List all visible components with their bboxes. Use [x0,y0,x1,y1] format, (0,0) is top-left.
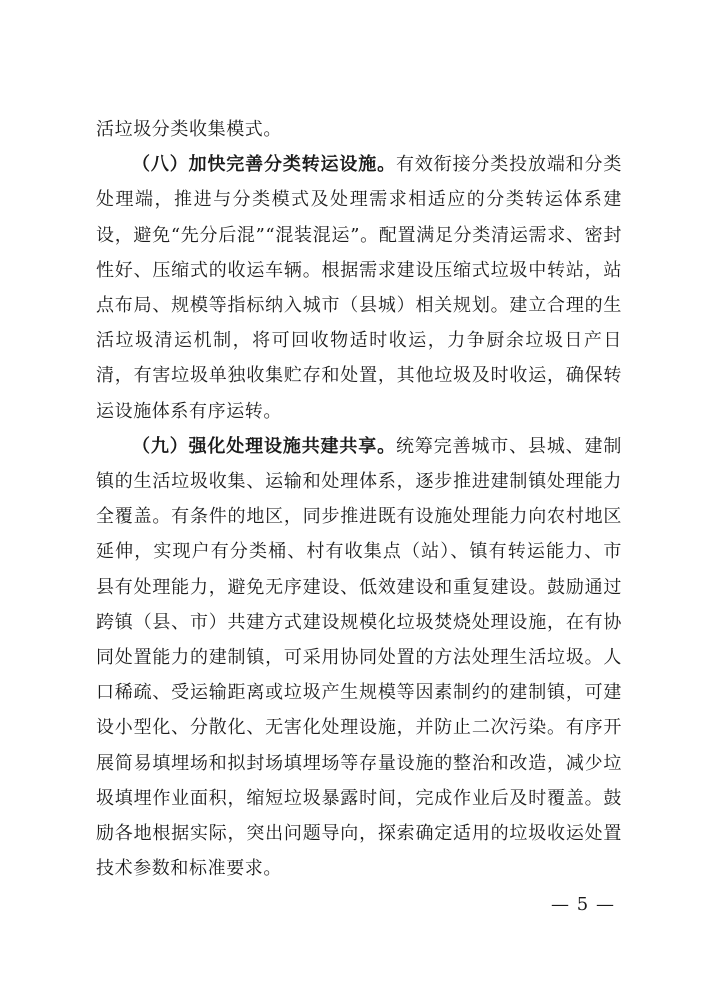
section-heading: （八）加快完善分类转运设施。 [132,154,396,176]
paragraph-continuation [96,112,622,147]
paragraph-text: 有效衔接分类投放端和分类处理端，推进与分类模式及处理需求相适应的分类转运体系建设，避免“先分后混”“混装混运”。配置满足分类清运需求、密封性好、压缩式的收运车辆。根据需求建设压缩式垃圾中转站，站点布局、规模等指标纳入城市（县城）相关规划。建立合理的生活垃圾清运机制，将可回收物适时收运，力争厨余垃圾日产日清，有害垃圾单独收集贮存和处置，其他垃圾及时收运，确保转运设施体系有序运转。 [96,154,622,422]
paragraph-text: 活垃圾分类收集模式。 [96,119,282,140]
paragraph-section-8 [96,147,622,429]
page-number: — 5 — [551,894,615,915]
document-body [96,112,622,886]
section-heading: （九）强化处理设施共建共享。 [132,435,396,457]
paragraph-section-9 [96,429,622,887]
paragraph-text: 统筹完善城市、县城、建制镇的生活垃圾收集、运输和处理体系，逐步推进建制镇处理能力全覆盖。有条件的地区，同步推进既有设施处理能力向农村地区延伸，实现户有分类桶、村有收集点（站）、镇有转运能力、市县有处理能力，避免无序建设、低效建设和重复建设。鼓励通过跨镇（县、市）共建方式建设规模化垃圾焚烧处理设施，在有协同处置能力的建制镇，可采用协同处置的方法处理生活垃圾。人口稀疏、受运输距离或垃圾产生规模等因素制约的建制镇，可建设小型化、分散化、无害化处理设施，并防止二次污染。有序开展简易填埋场和拟封场填埋场等存量设施的整治和改造，减少垃圾填埋作业面积，缩短垃圾暴露时间，完成作业后及时覆盖。鼓励各地根据实际，突出问题导向，探索确定适用的垃圾收运处置技术参数和标准要求。 [96,435,622,880]
